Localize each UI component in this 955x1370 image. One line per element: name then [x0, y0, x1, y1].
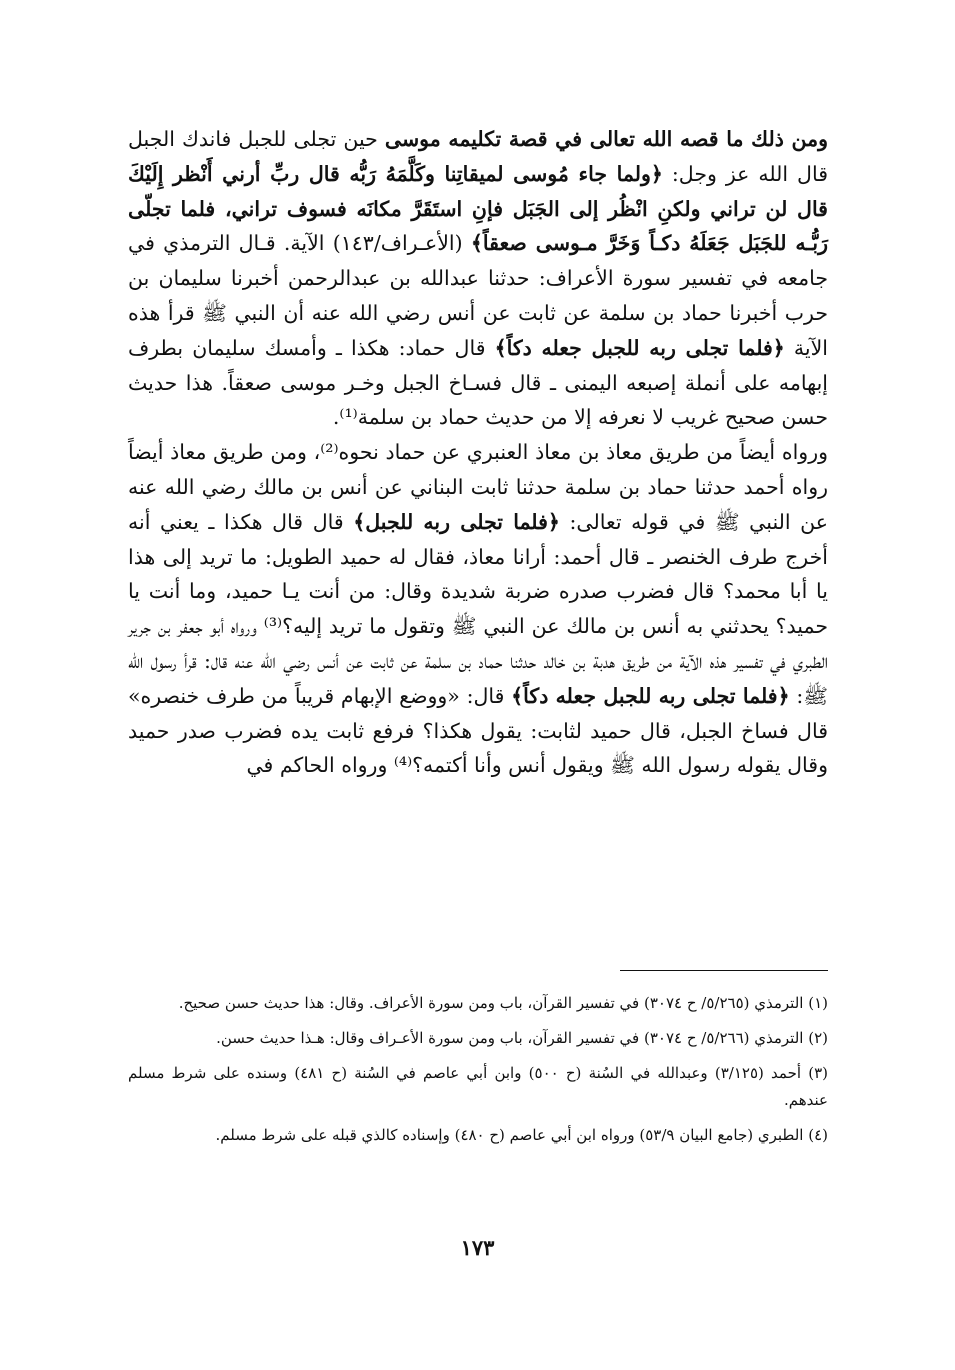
- footnotes: [128, 990, 828, 1157]
- p1-text-c: قال حماد: هكذا ـ وأمسك سليمان بطرف إبهامه على أنملة إصبعه اليمنى ـ قال فسـاخ الجبل وخـر موسى صعقاً. هذا حديث حسن صحيح غريب لا نعرفه إلا من حديث حماد بن سلمة⁽¹⁾.: [128, 335, 828, 430]
- p2-text-b: قال قال هكذا ـ يعني أنه أخرج طرف الخنصر ـ قال أحمد: أرانا معاذ، فقال له حميد الطويل: ما تريد إلى هذا يا أبا محمد؟ قال فضرب صدره ضربة شديدة وقال: من أنت يـا حميد، وما أنت يا حميد؟ يحدثني به أنس بن مالك عن النبي ﷺ وتقول ما تريد إليه؟⁽³⁾ ورواه أبو جعفر بن جرير الطبري في تفسير هذه الآية من طريق هدبة بن خالد حدثنا حماد بن سلمة عن ثابت عن أنس رضي الله عنه قال: قرأ رسول الله ﷺ:: [128, 509, 828, 708]
- footnote-text: الترمذي (٥/٢٦٦/ ح ٣٠٧٤) في تفسير القرآن، باب ومن سورة الأعـراف وقال: هـذا حديث حسن.: [216, 1029, 804, 1047]
- footnote-number: (١): [808, 994, 828, 1012]
- footnote-text: الترمذي (٥/٢٦٥/ ح ٣٠٧٤) في تفسير القرآن، باب ومن سورة الأعراف. وقال: هذا حديث حسن صحيح.: [178, 994, 804, 1012]
- footnote-divider: [620, 970, 828, 971]
- page-number: ١٧٣: [460, 1235, 495, 1260]
- footnote-3: [128, 1060, 828, 1114]
- quran-verse-quote-3: ﴿فلما تجلى ربه للجبل جعله دكاً﴾: [511, 683, 790, 708]
- footnote-number: (٣): [808, 1064, 828, 1082]
- footnote-text: أحمد (٣/١٢٥) وعبدالله في السُنة (ح ٥٠٠) وابن أبي عاصم في السُنة (ح ٤٨١) وسنده على شرط مسلم عندهم.: [128, 1064, 828, 1109]
- p1-text-b: (الأعـراف/١٤٣) الآية. قـال الترمذي في جامعه في تفسير سورة الأعراف: حدثنا عبدالله بن عبدالرحمن أخبرنا سليمان بن حرب أخبرنا حماد بن سلمة عن ثابت عن أنس رضي الله عنه أن النبي ﷺ قرأ هذه الآية: [128, 231, 828, 360]
- p1-text-a: حين تجلى للجبل فاندك الجبل قال الله عز وجل:: [128, 127, 828, 186]
- quran-verse-quote-1: ﴿فلما تجلى ربه للجبل جعله دكاً﴾: [494, 335, 785, 360]
- footnote-number: (٢): [808, 1029, 828, 1047]
- paragraph-2: [128, 435, 828, 783]
- footnote-1: [128, 990, 828, 1017]
- p1-intro-bold: ومن ذلك ما قصه الله تعالى في قصة تكليمه موسى: [384, 127, 828, 151]
- footnote-number: (٤): [808, 1126, 828, 1144]
- footnote-2: [128, 1025, 828, 1052]
- quran-verse-quote-2: ﴿فلما تجلى ربه للجبل﴾: [353, 509, 560, 534]
- paragraph-1: [128, 122, 828, 435]
- main-text: [128, 122, 828, 783]
- p2-text-a: ورواه أيضاً من طريق معاذ بن معاذ العنبري عن حماد نحوه⁽²⁾، ومن طريق معاذ أيضاً رواه أحمد حدثنا حماد بن سلمة حدثنا ثابت البناني عن أنس بن مالك رضي الله عنه عن النبي ﷺ في قوله تعالى:: [128, 440, 829, 534]
- quran-verse-araf-143: ﴿ولما جاء مُوسى لميقاتِنا وكَلَّمَهُ رَبُّه قال ربِّ أرني أَنْظر إِلَيْكَ قال لن تراني ولكنِ انْظُر إلى الجَبَل فإنِ استَقَرَّ مكانَه فسوف تراني، فلما تجلّى رَبُّـه للجَبَل جَعَلَهُ دكـاً وَخَرَّ مـوسى صعقاً﴾: [128, 161, 829, 256]
- footnote-4: [128, 1122, 828, 1149]
- footnote-text: الطبري (جامع البيان ٥٣/٩) ورواه ابن أبي عاصم (ح ٤٨٠) وإسناده كالذي قبله على شرط مسلم.: [215, 1126, 804, 1144]
- p2-text-c: قال: «ووضع الإبهام قريباً من طرف خنصره» قال فساخ الجبل، قال حميد لثابت: يقول هكذا؟ فرفع ثابت يده فضرب صدر حميد وقال يقوله رسول الله ﷺ ويقول أنس وأنا أكتمه؟⁽⁴⁾ ورواه الحاكم في: [128, 683, 828, 778]
